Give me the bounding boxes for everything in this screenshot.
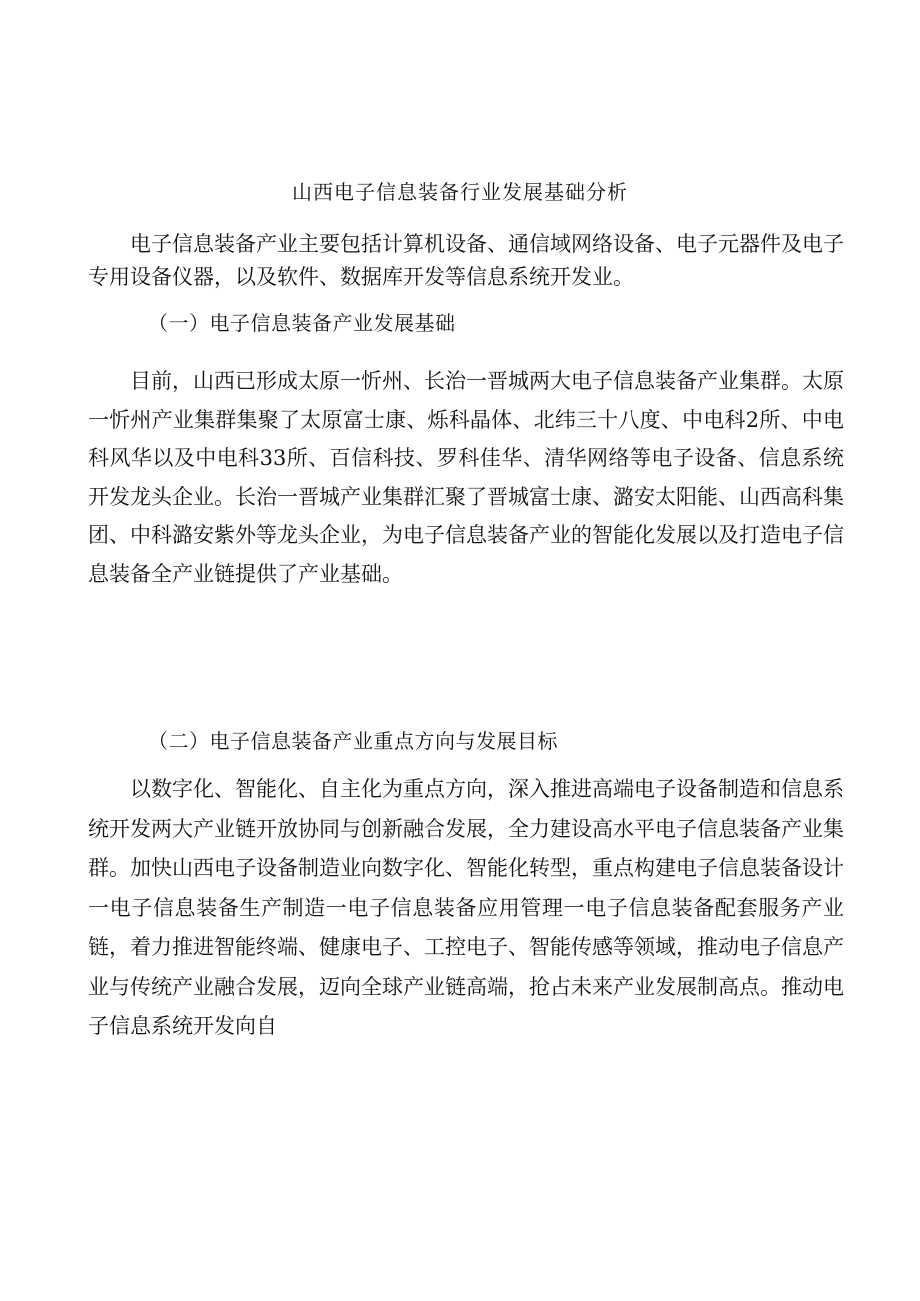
section-2-body: 以数字化、智能化、自主化为重点方向，深入推进高端电子设备制造和信息系统开发两大产业链开放协同与创新融合发展，全力建设高水平电子信息装备产业集群。加快山西电子设备制造业向数字化、智能化转型，重点构建电子信息装备设计一电子信息装备生产制造一电子信息装备应用管理一电子信息装备配套服务产业链，着力推进智能终端、健康电子、工控电子、智能传感等领域，推动电子信息产业与传统产业融合发展，迈向全球产业链高端，抢占未来产业发展制高点。推动电子信息系统开发向自 [88, 777, 844, 1038]
document-title: 山西电子信息装备行业发展基础分析 [292, 180, 628, 204]
section-1-body: 目前，山西已形成太原一忻州、长治一晋城两大电子信息装备产业集群。太原一忻州产业集群集聚了太原富士康、烁科晶体、北纬三十八度、中电科2所、中电科风华以及中电科33所、百信科技、罗科佳华、清华网络等电子设备、信息系统开发龙头企业。长治一晋城产业集群汇聚了晋城富士康、潞安太阳能、山西高科集团、中科潞安紫外等龙头企业，为电子信息装备产业的智能化发展以及打造电子信息装备全产业链提供了产业基础。 [88, 369, 844, 586]
section-2-heading: （二）电子信息装备产业重点方向与发展目标 [148, 729, 558, 753]
section-1-heading: （一）电子信息装备产业发展基础 [148, 311, 456, 335]
intro-paragraph: 电子信息装备产业主要包括计算机设备、通信域网络设备、电子元器件及电子专用设备仪器，以及软件、数据库开发等信息系统开发业。 [88, 232, 844, 289]
